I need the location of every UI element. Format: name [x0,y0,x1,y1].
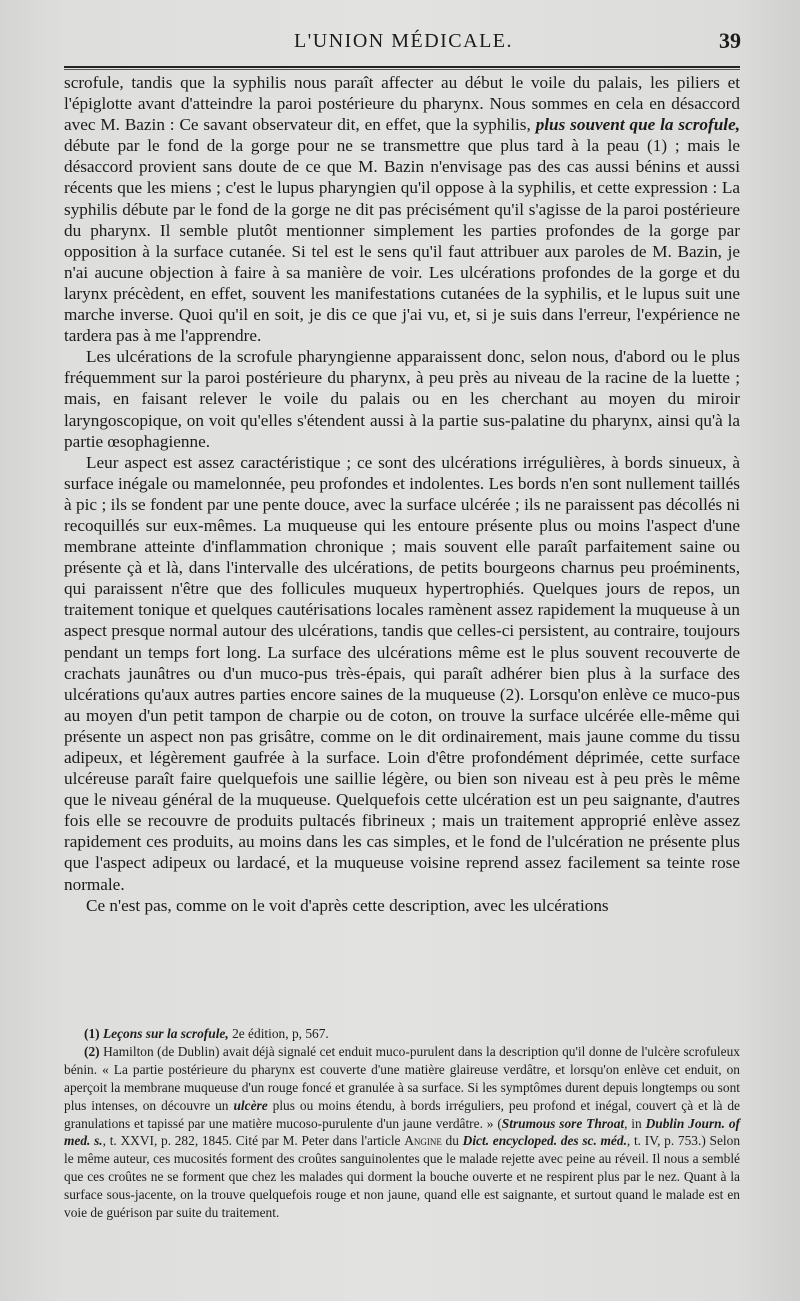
footnote-2 [64,1043,740,1222]
footnote-2-smallcaps: Angine [404,1133,442,1149]
footnote-2-text-f: , t. IV, p. 753.) Selon le même auteur, ces mucosités forment des croûtes sanguinolentes que le malade rejette avec peine au réveil. Il nous a semblé que ces croûtes ne se forment que chez les malades qui dorment la bouche ouverte et ne respirent plus par le nez. Quant à la surface sous-jacente, on la trouve quelquefois rouge et non jaune, quand elle est saignante, et surtout quand le malade est en voie de guérison par suite du traitement. [64,1133,741,1221]
paragraph-1-text-b: débute par le fond de la gorge pour ne se transmettre que plus tard à la peau (1) ; mais le désaccord provient sans doute de ce que M. Bazin n'envisage pas des cas aussi bénins et aussi récents que les miens ; c'est le lupus pharyngien qu'il oppose à la syphilis, et cette expression : La syphilis débute par le fond de la gorge ne dit pas précisément qu'il s'agisse de la paroi postérieure du pharynx. Il semble plutôt mentionner simplement les parties profondes de la gorge par opposition à la surface cutanée. Si tel est le sens qu'il faut attribuer aux paroles de M. Bazin, je n'ai aucune objection à faire à sa manière de voir. Les ulcérations profondes de la gorge et du larynx précèdent, en effet, souvent les manifestations cutanées de la syphilis, et le lupus suit une marche inverse. Quoi qu'il en soit, je dis ce que j'ai vu, et, si je suis dans l'erreur, l'expérience ne tardera pas à me l'apprendre. [64,136,740,346]
running-title: L'UNION MÉDICALE. [293,30,514,52]
footnote-2-text-d: , t. XXVI, p. 282, 1845. Cité par M. Peter dans l'article [102,1133,405,1149]
page-header [66,28,741,58]
paragraph-1 [64,72,740,346]
paragraph-2: Les ulcérations de la scrofule pharyngienne apparaissent donc, selon nous, d'abord ou le plus fréquemment sur la paroi postérieure du pharynx, à peu près au niveau de la racine de la luette ; mais, en faisant relever le voile du palais ou en les cherchant au moyen du miroir laryngoscopique, on voit qu'elles s'étendent aussi à la partie sus-palatine du pharynx, ainsi qu'à la partie œsophagienne. [64,347,740,451]
footnote-1-mark: (1) [84,1026,100,1041]
footnote-2-mark: (2) [84,1043,100,1059]
footnotes [64,1025,740,1222]
paragraph-3: Leur aspect est assez caractéristique ; ce sont des ulcérations irrégulières, à bords sinueux, à surface inégale ou mamelonnée, peu profondes et indolentes. Les bords n'en sont nullement taillés à pic ; ils se fondent par une pente douce, avec la surface ulcérée ; ils ne paraissent pas décollés ni recoquillés sur eux-mêmes. La muqueuse qui les entoure présente plus ou moins l'aspect d'une membrane atteinte d'inflammation chronique ; mais souvent elle paraît parfaitement saine ou présente çà et là, dans l'intervalle des ulcérations, de petits bourgeons charnus peu proéminents, qui paraissent n'être que des follicules muqueux hypertrophiés. Quelques jours de repos, un traitement tonique et quelques cautérisations locales ramènent assez rapidement la muqueuse à un aspect presque normal autour des ulcérations, tandis que celles-ci persistent, au contraire, toujours pendant un temps fort long. La surface des ulcérations même est le plus souvent recouverte de crachats jaunâtres ou d'un muco-pus très-épais, qui paraît adhérer bien plus à la surface des ulcérations qu'aux autres parties encore saines de la muqueuse (2). Lorsqu'on enlève ce muco-pus au moyen d'un petit tampon de charpie ou de coton, on trouve la surface ulcérée elle-même qui présente un aspect non pas grisâtre, comme on le dit ordinairement, mais jaune comme du tissu adipeux, et légèrement gaufrée à la surface. Loin d'être profondément déprimée, cette surface ulcéreuse paraît faire quelquefois une saillie légère, ou bien son niveau est à peu près le même que le niveau général de la muqueuse. Quelquefois cette ulcération est un peu saignante, d'autres fois elle se recouvre de produits pultacés fibrineux ; mais un traitement approprié enlève assez rapidement ces produits, au moins dans les cas simples, et le fond de l'ulcération ne présente plus que l'aspect adipeux ou lardacé, et la muqueuse voisine reprend assez facilement sa teinte rose normale. [64,452,740,894]
footnote-2-emphasis-2: Strumous sore Throat [501,1115,625,1131]
paragraph-1-text-a: scrofule, tandis que la syphilis nous paraît affecter au début le voile du palais, les piliers et l'épiglotte avant d'atteindre la paroi postérieure du pharynx. Nous sommes en cela en désaccord avec M. Bazin : Ce savant observateur dit, en effet, que la syphilis, [64,73,740,135]
footnote-1-rest: 2e édition, p, 567. [228,1026,329,1041]
paragraph-4: Ce n'est pas, comme on le voit d'après cette description, avec les ulcérations [86,895,609,915]
footnote-2-emphasis-3: Dublin Journ. of med. s. [64,1115,740,1149]
footnote-2-text-a: Hamilton (de Dublin) avait déjà signalé cet enduit muco-purulent dans la description qu'il donne de l'ulcère scrofuleux bénin. « La partie postérieure du pharynx est couverte d'une matière glaireuse verdâtre, et lorsqu'on enlève cet enduit, on aperçoit la membrane muqueuse d'un rouge foncé et granulée à sa surface. Si les symptômes durent depuis longtemps ou sont plus intenses, on découvre un [64,1043,740,1113]
page-number: 39 [719,28,741,53]
footnote-2-text-e: du [441,1133,463,1149]
paragraph-1-emphasis: plus souvent que la scrofule, [535,115,740,135]
main-text [64,72,740,916]
footnote-1-title: Leçons sur la scrofule, [102,1026,229,1041]
footnote-2-text-c: , in [624,1115,646,1131]
footnote-2-emphasis-4: Dict. encycloped. des sc. méd. [462,1133,627,1149]
footnote-2-emphasis-1: ulcère [233,1097,268,1113]
header-rule [64,66,740,70]
footnote-2-text-b: plus ou moins étendu, à bords irréguliers, peu profond et inégal, couvert çà et là de granulations et tapissé par une matière mucoso-purulente d'un jaune verdâtre. » ( [64,1097,741,1131]
footnote-1 [64,1025,740,1043]
